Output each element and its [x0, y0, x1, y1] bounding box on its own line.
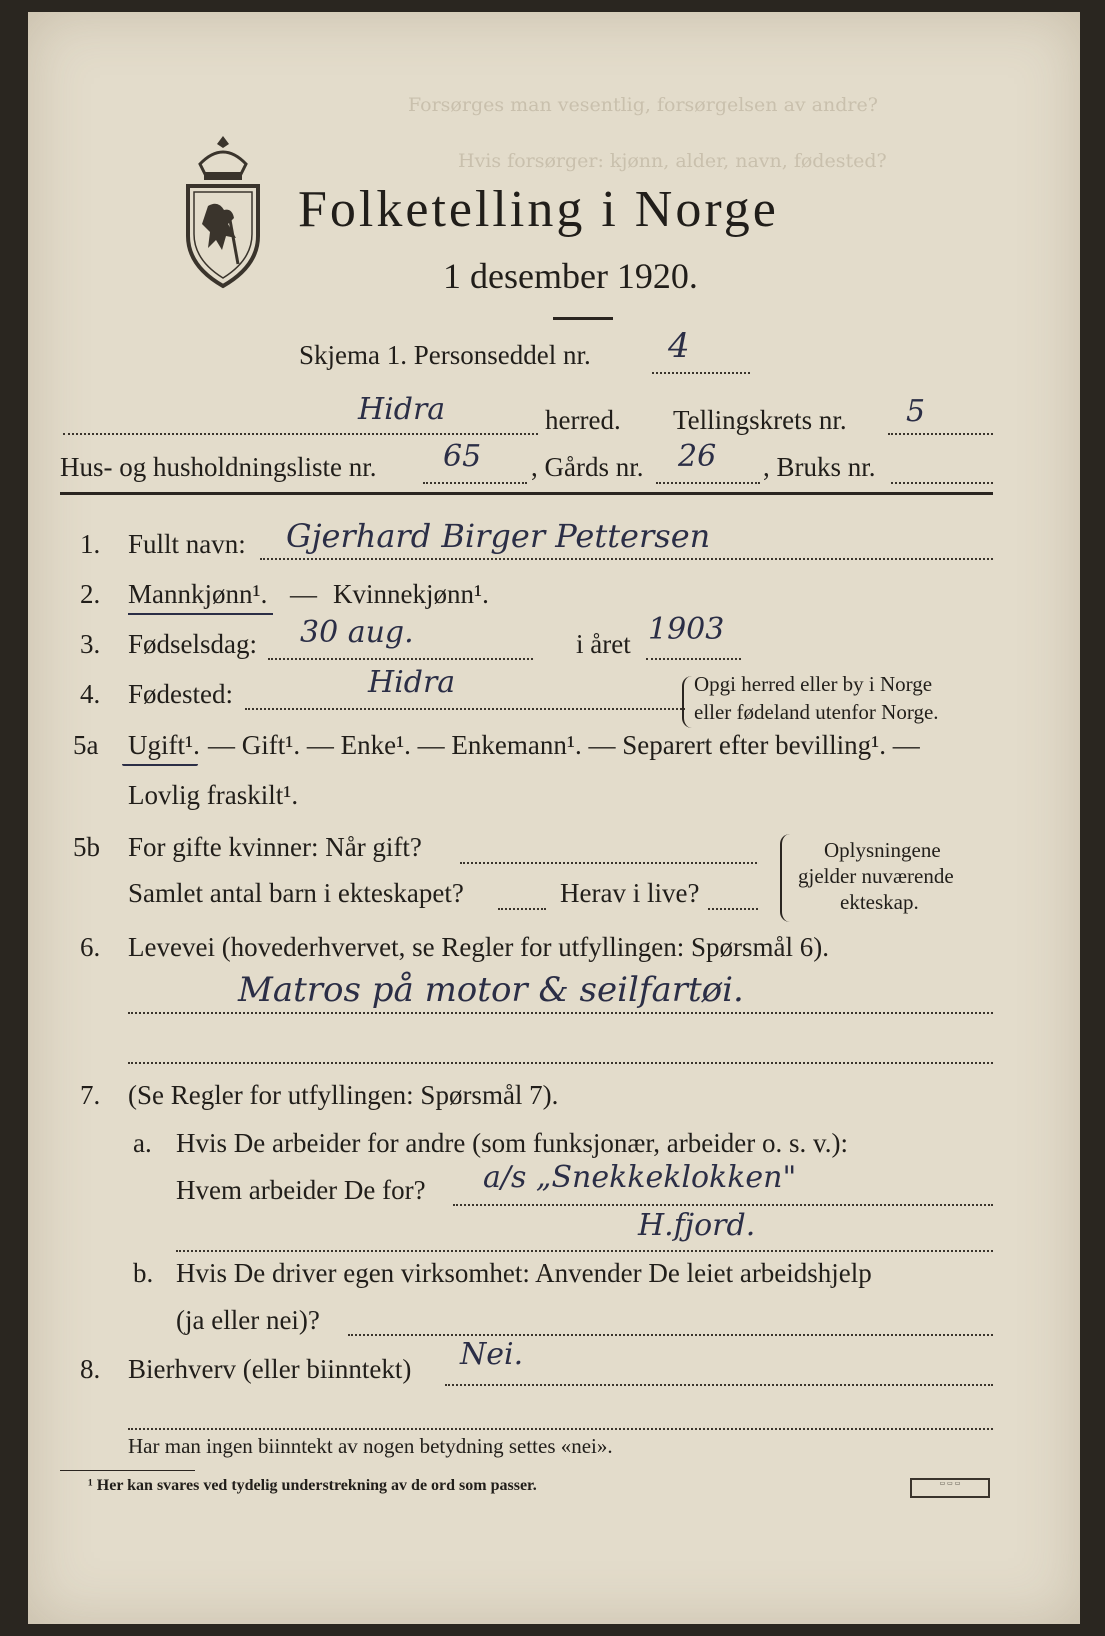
q3-birthday-value: 30 aug.: [300, 615, 414, 650]
q1-number: 1.: [80, 529, 101, 559]
q7a-who-label: Hvem arbeider De for?: [176, 1175, 426, 1205]
q2-male-option: Mannkjønn¹.: [128, 579, 268, 609]
q5b-children-line: [498, 908, 546, 910]
census-form-page: [28, 12, 1080, 1624]
ghost-text: Hvis forsørger: kjønn, alder, navn, fødested?: [458, 150, 887, 172]
q3-year-label: i året: [576, 629, 631, 659]
q3-number: 3.: [80, 629, 101, 659]
gards-value: 26: [678, 439, 717, 474]
q7a-employer-place-value: H.fjord.: [638, 1208, 756, 1243]
q4-label: Fødested:: [128, 679, 233, 709]
herred-line: [63, 433, 538, 435]
q5b-note-line3: ekteskap.: [840, 890, 919, 914]
header-rule: [60, 492, 993, 495]
title-divider: [553, 317, 613, 320]
q1-full-name-value: Gjerhard Birger Pettersen: [286, 517, 711, 555]
q5b-note-line1: Oplysningene: [824, 838, 941, 862]
tellingskrets-line: [888, 433, 993, 435]
q8-label: Bierhverv (eller biinntekt): [128, 1354, 412, 1384]
q4-birthplace-value: Hidra: [368, 665, 456, 700]
footnote: ¹ Her kan svares ved tydelig understrekning av de ord som passer.: [88, 1477, 537, 1494]
q3-year-value: 1903: [648, 612, 725, 647]
footnote-rule: [60, 1470, 195, 1471]
form-date: 1 desember 1920.: [443, 256, 698, 296]
q7b-text: Hvis De driver egen virksomhet: Anvender De leiet arbeidshjelp: [176, 1258, 872, 1288]
q8-number: 8.: [80, 1354, 101, 1384]
q3-year-line: [646, 658, 741, 660]
tellingskrets-label: Tellingskrets nr.: [673, 405, 847, 435]
q7a-line2: [176, 1250, 993, 1252]
herred-label: herred.: [545, 405, 621, 435]
gards-line: [656, 482, 760, 484]
q5b-brace: [780, 834, 792, 922]
q4-number: 4.: [80, 679, 101, 709]
q7a-who-line: [453, 1204, 993, 1206]
q7a-letter: a.: [133, 1128, 152, 1158]
q7-number: 7.: [80, 1080, 101, 1110]
q8-secondary-income-value: Nei.: [460, 1337, 524, 1372]
bruks-line: [891, 482, 993, 484]
ghost-text: Forsørges man vesentlig, forsørgelsen av andre?: [408, 94, 878, 116]
q1-line: [260, 558, 993, 560]
q5a-other-options: — Gift¹. — Enke¹. — Enkemann¹. — Separert efter bevilling¹. —: [208, 730, 920, 760]
q5a-ugift-underline: [122, 764, 198, 766]
form-title: Folketelling i Norge: [298, 181, 779, 238]
q2-male-underline: [128, 613, 273, 615]
q5b-number: 5b: [73, 832, 100, 862]
bruks-label: , Bruks nr.: [763, 452, 876, 482]
q4-brace: [682, 676, 692, 728]
q2-number: 2.: [80, 579, 101, 609]
q5a-ugift-option: Ugift¹.: [128, 730, 200, 760]
q5b-married-line: [460, 862, 757, 864]
q6-occupation-value: Matros på motor & seilfartøi.: [238, 970, 744, 1010]
q7a-text: Hvis De arbeider for andre (som funksjonær, arbeider o. s. v.):: [176, 1128, 848, 1158]
q7b-line: [348, 1334, 993, 1336]
q8-line: [445, 1384, 993, 1386]
q2-separator: —: [290, 579, 317, 609]
husliste-value: 65: [443, 439, 482, 474]
q5b-married-label: For gifte kvinner: Når gift?: [128, 832, 422, 862]
printer-stamp-icon: ▭ ▭ ▭: [910, 1478, 990, 1498]
personseddel-nr-value: 4: [668, 326, 690, 366]
q4-note-line1: Opgi herred eller by i Norge: [694, 672, 933, 696]
schema-label: Skjema 1. Personseddel nr.: [299, 340, 591, 370]
q3-line: [268, 658, 533, 660]
norway-coat-of-arms-icon: [178, 134, 268, 294]
q1-label: Fullt navn:: [128, 529, 246, 559]
herred-value: Hidra: [358, 392, 446, 427]
q6-line2: [128, 1062, 993, 1064]
nei-note: Har man ingen biinntekt av nogen betydning settes «nei».: [128, 1434, 613, 1458]
q5b-note-line2: gjelder nuværende: [798, 864, 954, 888]
husliste-line: [423, 482, 527, 484]
gards-label: , Gårds nr.: [531, 452, 644, 482]
q4-line: [245, 708, 685, 710]
q6-number: 6.: [80, 932, 101, 962]
q7a-employer-value: a/s „Snekkeklokken": [483, 1160, 797, 1195]
tellingskrets-value: 5: [906, 394, 926, 429]
personseddel-line: [652, 372, 750, 374]
q5a-lovlig-fraskilt: Lovlig fraskilt¹.: [128, 780, 299, 810]
husliste-label: Hus- og husholdningsliste nr.: [60, 452, 377, 482]
q6-label: Levevei (hovederhvervet, se Regler for utfyllingen: Spørsmål 6).: [128, 932, 830, 962]
q5a-number: 5a: [73, 730, 99, 760]
q3-label: Fødselsdag:: [128, 629, 258, 659]
q5b-alive-line: [708, 908, 758, 910]
q5b-alive-label: Herav i live?: [560, 878, 700, 908]
q8-line2: [128, 1428, 993, 1430]
q7b-letter: b.: [133, 1258, 154, 1288]
q7b-text-line2: (ja eller nei)?: [176, 1305, 320, 1335]
q7-label: (Se Regler for utfyllingen: Spørsmål 7).: [128, 1080, 559, 1110]
q4-note-line2: eller fødeland utenfor Norge.: [694, 700, 939, 724]
q6-line1: [128, 1012, 993, 1014]
q5b-children-label: Samlet antal barn i ekteskapet?: [128, 878, 464, 908]
q2-female-option: Kvinnekjønn¹.: [333, 579, 489, 609]
